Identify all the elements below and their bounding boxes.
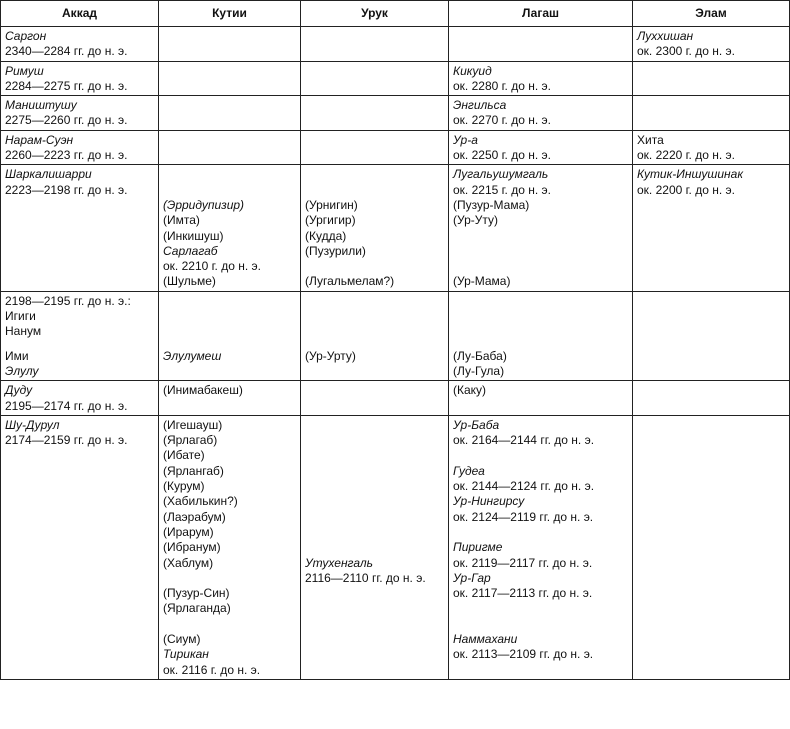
cell-line: ок. 2200 г. до н. э. xyxy=(637,182,735,197)
cell-uruk xyxy=(301,415,449,679)
blank-line xyxy=(453,294,628,309)
cell-line: Нарам-Суэн xyxy=(5,132,74,147)
cell-elam xyxy=(633,61,790,96)
cell-line: Утухенгаль xyxy=(305,555,373,570)
blank-line xyxy=(453,324,628,339)
blank-line xyxy=(163,571,296,586)
line-gap xyxy=(5,340,154,349)
cell-line: (Пузур-Син) xyxy=(163,586,230,601)
cell-line: ок. 2124—2119 гг. до н. э. xyxy=(453,509,594,524)
blank-line xyxy=(453,309,628,324)
cell-line: (Ибате) xyxy=(163,448,205,463)
cell-line: (Игешауш) xyxy=(163,417,223,432)
cell-lagash xyxy=(449,165,633,291)
line-gap xyxy=(305,340,444,349)
cell-line: Элулумеш xyxy=(163,348,222,363)
blank-line xyxy=(453,601,628,616)
blank-line xyxy=(305,540,444,555)
cell-line: 2260—2223 гг. до н. э. xyxy=(5,148,128,163)
blank-line xyxy=(305,510,444,525)
cell-line: (Ирарум) xyxy=(163,524,214,539)
blank-line xyxy=(305,525,444,540)
blank-line xyxy=(305,167,444,182)
column-header-kutii: Кутии xyxy=(159,1,301,27)
cell-line: (Ур-Урту) xyxy=(305,348,356,363)
cell-line: ок. 2270 г. до н. э. xyxy=(453,113,551,128)
cell-kutii xyxy=(159,415,301,679)
blank-line xyxy=(163,309,296,324)
cell-akkad xyxy=(1,130,159,165)
cell-kutii xyxy=(159,27,301,62)
cell-line: (Лу-Гула) xyxy=(453,363,505,378)
blank-line xyxy=(453,244,628,259)
cell-lagash xyxy=(449,61,633,96)
cell-line: Пиригме xyxy=(453,540,503,555)
cell-line: ок. 2164—2144 гг. до н. э. xyxy=(453,433,595,448)
column-header-uruk: Урук xyxy=(301,1,449,27)
cell-akkad xyxy=(1,415,159,679)
blank-line xyxy=(453,259,628,274)
cell-line: Гудеа xyxy=(453,463,485,478)
table-row xyxy=(1,381,790,416)
cell-line: (Шульме) xyxy=(163,274,216,289)
cell-line: (Эрридупизир) xyxy=(163,197,245,212)
blank-line xyxy=(305,418,444,433)
cell-elam xyxy=(633,165,790,291)
cell-line: Кутик-Иншушинак xyxy=(637,167,743,182)
table-row xyxy=(1,96,790,131)
cell-line: Ур-а xyxy=(453,132,478,147)
cell-line: (Хабилькин?) xyxy=(163,494,238,509)
cell-akkad xyxy=(1,27,159,62)
cell-line: ок. 2215 г. до н. э. xyxy=(453,182,551,197)
blank-line xyxy=(305,294,444,309)
column-header-akkad: Аккад xyxy=(1,1,159,27)
cell-elam xyxy=(633,291,790,380)
blank-line xyxy=(453,525,628,540)
blank-line xyxy=(305,433,444,448)
cell-line: Ур-Гар xyxy=(453,570,491,585)
cell-line: 2195—2174 гг. до н. э. xyxy=(5,398,128,413)
cell-lagash xyxy=(449,96,633,131)
table-row xyxy=(1,291,790,380)
cell-line: (Лу-Баба) xyxy=(453,348,507,363)
cell-line: (Пузурили) xyxy=(305,243,366,258)
cell-line: Нанум xyxy=(5,324,42,339)
cell-line: ок. 2250 г. до н. э. xyxy=(453,148,551,163)
blank-line xyxy=(453,229,628,244)
cell-line: Элулу xyxy=(5,363,39,378)
cell-elam xyxy=(633,130,790,165)
blank-line xyxy=(305,464,444,479)
table-row xyxy=(1,130,790,165)
line-gap xyxy=(453,340,628,349)
cell-akkad xyxy=(1,291,159,380)
header-row xyxy=(1,1,790,27)
cell-line: (Ургигир) xyxy=(305,213,356,228)
blank-line xyxy=(163,617,296,632)
table-row xyxy=(1,165,790,291)
cell-line: Луххишан xyxy=(637,29,694,43)
cell-elam xyxy=(633,27,790,62)
cell-line: (Имта) xyxy=(163,213,200,228)
table-row xyxy=(1,415,790,679)
cell-line: Лугальушумгаль xyxy=(453,167,549,182)
cell-line: Шу-Дурул xyxy=(5,417,60,432)
cell-line: (Лугальмелам?) xyxy=(305,274,395,289)
cell-line: Маништушу xyxy=(5,98,77,113)
cell-line: (Курум) xyxy=(163,479,205,494)
cell-line: (Кудда) xyxy=(305,228,347,243)
cell-line: (Ярлангаб) xyxy=(163,463,224,478)
cell-line: ок. 2117—2113 гг. до н. э. xyxy=(453,586,593,601)
cell-uruk xyxy=(301,27,449,62)
cell-line: 2174—2159 гг. до н. э. xyxy=(5,433,128,448)
cell-line: Тирикан xyxy=(163,647,209,662)
cell-line: ок. 2280 г. до н. э. xyxy=(453,78,551,93)
cell-lagash xyxy=(449,130,633,165)
blank-line xyxy=(305,448,444,463)
blank-line xyxy=(305,183,444,198)
cell-line: ок. 2119—2117 гг. до н. э. xyxy=(453,555,593,570)
cell-elam xyxy=(633,96,790,131)
cell-kutii xyxy=(159,96,301,131)
blank-line xyxy=(305,479,444,494)
cell-line: (Ур-Мама) xyxy=(453,274,511,289)
cell-line: Кикуид xyxy=(453,63,492,78)
table-row xyxy=(1,61,790,96)
cell-line: Ур-Баба xyxy=(453,417,500,432)
column-header-lagash: Лагаш xyxy=(449,1,633,27)
cell-kutii xyxy=(159,130,301,165)
cell-line: (Ярлагаб) xyxy=(163,433,218,448)
cell-line: (Инимабакеш) xyxy=(163,383,243,398)
cell-line: Сарлагаб xyxy=(163,243,218,258)
cell-kutii xyxy=(159,61,301,96)
line-gap xyxy=(163,340,296,349)
cell-uruk xyxy=(301,130,449,165)
cell-uruk xyxy=(301,96,449,131)
blank-line xyxy=(163,294,296,309)
cell-kutii xyxy=(159,165,301,291)
cell-line: ок. 2116 г. до н. э. xyxy=(163,662,261,677)
cell-line: Хита xyxy=(637,132,664,147)
cell-line: ок. 2144—2124 гг. до н. э. xyxy=(453,479,595,494)
table-row xyxy=(1,27,790,62)
cell-uruk xyxy=(301,61,449,96)
cell-uruk xyxy=(301,381,449,416)
cell-line: (Хаблум) xyxy=(163,555,214,570)
cell-line: Энгильса xyxy=(453,98,507,113)
blank-line xyxy=(163,183,296,198)
cell-line: ок. 2220 г. до н. э. xyxy=(637,148,735,163)
cell-line: ок. 2113—2109 гг. до н. э. xyxy=(453,647,594,662)
cell-line: (Урнигин) xyxy=(305,197,358,212)
cell-akkad xyxy=(1,165,159,291)
cell-line: Шаркалишарри xyxy=(5,167,92,182)
cell-lagash xyxy=(449,291,633,380)
blank-line xyxy=(305,324,444,339)
cell-line: 2198—2195 гг. до н. э.: xyxy=(5,293,131,308)
cell-line: 2340—2284 гг. до н. э. xyxy=(5,44,128,59)
table-body xyxy=(1,27,790,680)
cell-line: Игиги xyxy=(5,309,36,324)
cell-line: (Сиум) xyxy=(163,631,201,646)
cell-line: 2223—2198 гг. до н. э. xyxy=(5,182,128,197)
blank-line xyxy=(453,617,628,632)
cell-elam xyxy=(633,415,790,679)
blank-line xyxy=(453,448,628,463)
cell-lagash xyxy=(449,27,633,62)
cell-line: (Лаэрабум) xyxy=(163,509,226,524)
cell-line: ок. 2300 г. до н. э. xyxy=(637,44,735,59)
cell-uruk xyxy=(301,165,449,291)
cell-line: (Пузур-Мама) xyxy=(453,197,530,212)
cell-kutii xyxy=(159,381,301,416)
cell-line: 2275—2260 гг. до н. э. xyxy=(5,113,128,128)
cell-line: Саргон xyxy=(5,29,47,43)
blank-line xyxy=(163,324,296,339)
blank-line xyxy=(163,167,296,182)
cell-elam xyxy=(633,381,790,416)
blank-line xyxy=(305,494,444,509)
cell-uruk xyxy=(301,291,449,380)
cell-akkad xyxy=(1,96,159,131)
cell-line: Ур-Нингирсу xyxy=(453,494,525,509)
cell-lagash xyxy=(449,381,633,416)
cell-line: 2116—2110 гг. до н. э. xyxy=(305,570,426,585)
cell-lagash xyxy=(449,415,633,679)
blank-line xyxy=(305,309,444,324)
cell-line: Наммахани xyxy=(453,631,518,646)
cell-kutii xyxy=(159,291,301,380)
column-header-elam: Элам xyxy=(633,1,790,27)
cell-akkad xyxy=(1,61,159,96)
blank-line xyxy=(305,259,444,274)
cell-line: Дуду xyxy=(5,383,33,398)
cell-line: (Инкишуш) xyxy=(163,228,224,243)
cell-line: Ими xyxy=(5,348,29,363)
cell-line: (Ибранум) xyxy=(163,540,221,555)
cell-line: (Ур-Уту) xyxy=(453,213,498,228)
cell-line: ок. 2210 г. до н. э. xyxy=(163,259,261,274)
cell-line: (Каку) xyxy=(453,383,487,398)
cell-akkad xyxy=(1,381,159,416)
cell-line: 2284—2275 гг. до н. э. xyxy=(5,78,128,93)
cell-line: (Ярлаганда) xyxy=(163,601,231,616)
cell-line: Римуш xyxy=(5,63,44,78)
